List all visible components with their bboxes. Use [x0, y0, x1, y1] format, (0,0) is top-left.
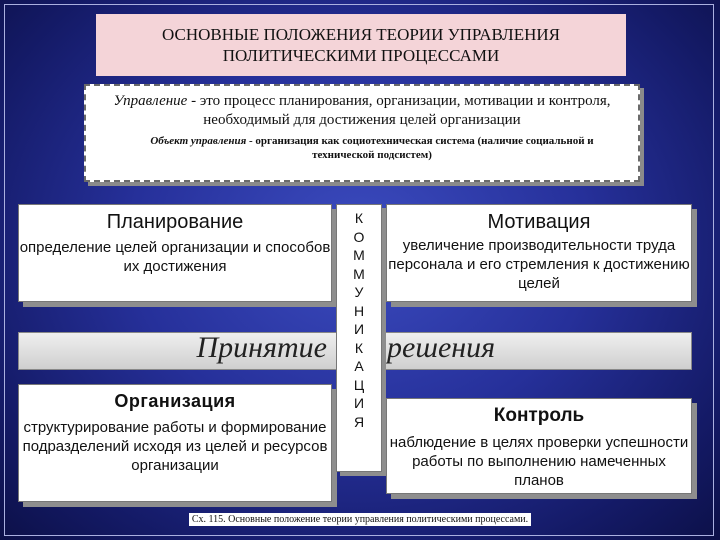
definition-term: Управление: [113, 93, 188, 109]
definition-main: [86, 86, 638, 130]
motivation-box: [386, 204, 692, 302]
control-heading: Контроль: [493, 405, 585, 426]
communication-letter: И: [353, 321, 365, 337]
communication-letter: К: [354, 339, 364, 356]
definition-object: [86, 130, 638, 162]
object-text: - организация как социотехническая система (наличие социальной и технической подсистем): [246, 135, 594, 161]
communication-letter: О: [353, 228, 365, 245]
slide-title: [96, 14, 626, 76]
organization-text: структурирование работы и формирование подразделений исходя из целей и ресурсов организации: [22, 419, 328, 474]
decision-left-word: Принятие: [196, 331, 327, 364]
communication-letter: Ц: [353, 376, 365, 393]
planning-box: [18, 204, 332, 302]
motivation-heading: Мотивация: [487, 211, 591, 233]
organization-heading: Организация: [114, 391, 236, 411]
communication-column: [336, 204, 382, 472]
communication-letter: Я: [353, 413, 365, 430]
communication-letter: У: [354, 284, 364, 300]
communication-letter: М: [353, 265, 365, 282]
caption-text: Сх. 115. Основные положение теории управления политическими процессами.: [189, 513, 531, 526]
organization-box: [18, 384, 332, 502]
motivation-text: увеличение производительности труда персонала и его стремления к достижению целей: [388, 237, 690, 292]
figure-caption: [0, 514, 720, 525]
object-term: Объект управления: [150, 135, 247, 147]
planning-heading: Планирование: [106, 211, 244, 233]
communication-letter: Н: [353, 302, 365, 319]
title-line-1: ОСНОВНЫЕ ПОЛОЖЕНИЯ ТЕОРИИ УПРАВЛЕНИЯ: [162, 25, 560, 44]
communication-letter: А: [354, 358, 364, 374]
control-box: [386, 398, 692, 494]
planning-text: определение целей организации и способов их достижения: [19, 239, 331, 275]
definition-box: [84, 84, 640, 182]
control-text: наблюдение в целях проверки успешности работы по выполнению намеченных планов: [389, 434, 689, 489]
communication-letter: К: [354, 210, 364, 226]
communication-letter: М: [353, 247, 365, 263]
definition-text: - это процесс планирования, организации, мотивации и контроля, необходимый для достижения целей организации: [187, 93, 611, 128]
communication-letter: И: [353, 395, 365, 411]
decision-right-word: решения: [387, 331, 496, 364]
title-line-2: ПОЛИТИЧЕСКИМИ ПРОЦЕССАМИ: [222, 46, 500, 65]
